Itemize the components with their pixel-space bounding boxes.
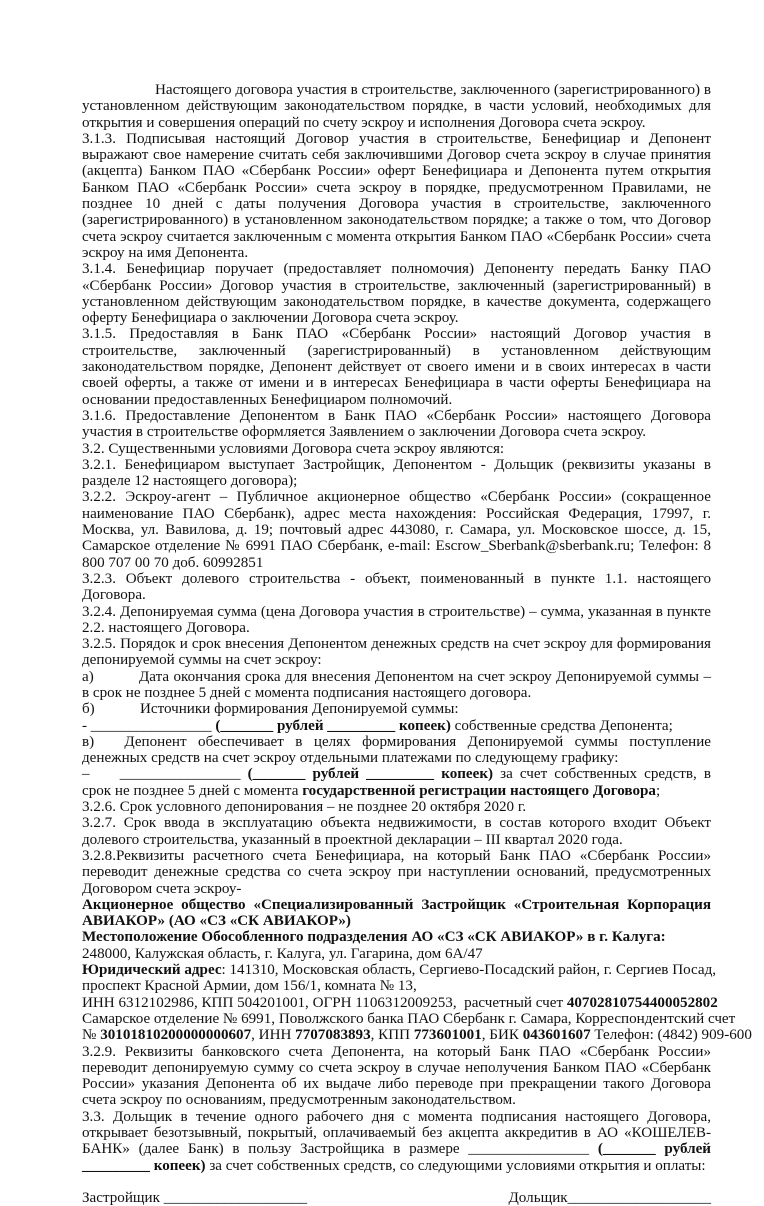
paragraph xyxy=(82,848,711,897)
text: 3.1.5. Предоставляя в Банк ПАО «Сбербанк России» настоящий Договор участия в строительстве, заключенный (зарегистрированный) в установленном действующим законодательством порядке, Депонент действует от своего имени и в своих интересах в части своей оферты, а также от имени и в интересах Бенефициара в части оферты Бенефициара на основании предоставленных Бенефициаром полномочий. xyxy=(82,326,711,408)
spacer xyxy=(82,1174,711,1190)
bold-text: 773601001 xyxy=(413,1027,482,1044)
text: Телефон: (4842) 909-600 xyxy=(590,1027,752,1044)
text: : 141310, Московская область, Сергиево-Посадский район, г. Сергиев Посад, xyxy=(221,962,717,979)
contract-body xyxy=(82,82,752,1174)
paragraph xyxy=(82,701,711,717)
document-page xyxy=(82,82,752,1206)
paragraph xyxy=(82,1010,736,1027)
text: собственные средства Депонента; xyxy=(450,717,673,734)
text: за счет собственных средств, в срок не позднее 5 дней с момента xyxy=(82,766,711,799)
signature-block xyxy=(82,1190,711,1206)
paragraph xyxy=(82,131,711,261)
text: 3.2.6. Срок условного депонирования – не позднее 20 октября 2020 г. xyxy=(82,799,527,816)
text: б) Источники формирования Депонируемой суммы: xyxy=(82,701,459,718)
text: Настоящего договора участия в строительстве, заключенного (зарегистрированного) в установленном действующим законодательством порядке, в части условий, необходимых для открытия и совершения операций по счету эскроу и исполнения Договора счета эскроу. xyxy=(82,82,711,131)
bold-text: (_______ рублей _________ копеек) xyxy=(215,717,451,734)
bold-text: (_______ рублей _________ копеек) xyxy=(247,766,494,783)
text: ; xyxy=(655,782,661,799)
paragraph xyxy=(82,897,711,930)
text: 3.2. Существенными условиями Договора счета эскроу являются: xyxy=(82,440,505,457)
text: , КПП xyxy=(370,1027,414,1044)
paragraph xyxy=(82,946,711,962)
text: № xyxy=(82,1027,101,1044)
text: 3.1.3. Подписывая настоящий Договор участия в строительстве, Бенефициар и Депонент выражают свое намерение считать себя заключившими Договор счета эскроу в случае принятия (акцепта) Банком ПАО «Сбербанк России» оферт Бенефициара и Депонента путем открытия Банком ПАО «Сбербанк России» счета эскроу в порядке, предусмотренном Правилами, не позднее 10 дней с даты получения Договора участия в строительстве, заключенного (зарегистрированного) в установленном законодательством порядке; а также о том, что Договор счета эскроу считается заключенным с момента открытия Банком ПАО «Сбербанк России» счета эскроу на имя Депонента. xyxy=(82,130,711,261)
paragraph xyxy=(82,766,711,799)
paragraph xyxy=(82,1109,711,1174)
text: 3.2.1. Бенефициаром выступает Застройщик, Депонентом - Дольщик (реквизиты указаны в разделе 12 настоящего договора); xyxy=(82,456,711,490)
paragraph xyxy=(82,1027,752,1044)
paragraph xyxy=(82,571,711,604)
bold-text: Акционерное общество «Специализированный Застройщик «Строительная Корпорация АВИАКОР» (АО «СЗ «СК АВИАКОР») xyxy=(82,896,711,930)
text: - ________________ xyxy=(82,717,216,734)
paragraph xyxy=(82,408,711,441)
paragraph xyxy=(82,604,711,637)
text: 3.3. Дольщик в течение одного рабочего дня с момента подписания настоящего Договора, открывает безотзывный, покрытый, оплачиваемый без акцепта аккредитив в АО «КОШЕЛЕВ-БАНК» (далее Банк) в пользу Застройщика в размере ________________ xyxy=(82,1108,711,1158)
text: 3.2.4. Депонируемая сумма (цена Договора участия в строительстве) – сумма, указанная в пункте 2.2. настоящего Договора. xyxy=(82,603,711,636)
text: – ________________ xyxy=(82,766,248,783)
text: за счет собственных средств, со следующими условиями открытия и оплаты: xyxy=(205,1157,706,1174)
text: 3.2.3. Объект долевого строительства - объект, поименованный в пункте 1.1. настоящего Договора. xyxy=(82,570,711,604)
paragraph xyxy=(82,261,711,326)
text: 3.1.6. Предоставление Депонентом в Банк ПАО «Сбербанк России» настоящего Договора участия в строительстве оформляется Заявлением о заключении Договора счета эскроу. xyxy=(82,407,711,441)
bold-text: 7707083893 xyxy=(295,1027,371,1044)
paragraph xyxy=(82,718,711,734)
bold-text: 40702810754400052802 xyxy=(566,994,718,1011)
shareholder-signature-line: Дольщик___________________ xyxy=(508,1190,711,1206)
text: 3.2.8.Реквизиты расчетного счета Бенефициара, на который Банк ПАО «Сбербанк России» переводит денежные средства со счета эскроу при наступлении оснований, предусмотренных Договором счета эскроу- xyxy=(82,847,711,897)
bold-text: (_______ рублей _________ копеек) xyxy=(82,1141,711,1174)
paragraph xyxy=(82,994,718,1011)
text: 248000, Калужская область, г. Калуга, ул. Гагарина, дом 6А/47 xyxy=(82,945,483,962)
paragraph xyxy=(82,734,711,767)
paragraph xyxy=(82,962,717,979)
developer-signature-line: Застройщик ___________________ xyxy=(82,1190,308,1206)
bold-text: 30101810200000000607 xyxy=(100,1027,252,1044)
paragraph xyxy=(82,799,711,815)
text: Самарское отделение № 6991, Поволжского банка ПАО Сбербанк г. Самара, Корреспондентский счет xyxy=(82,1010,736,1027)
paragraph xyxy=(82,815,711,848)
text: 3.1.4. Бенефициар поручает (предоставляет полномочия) Депоненту передать Банку ПАО «Сбербанк России» Договор участия в строительстве, заключенный (зарегистрированный) в установленном действующим законодательством порядке, в качестве документа, содержащего оферту Бенефициара о заключении Договора счета эскроу. xyxy=(82,261,711,327)
bold-text: Местоположение Обособленного подразделения АО «СЗ «СК АВИАКОР» в г. Калуга: xyxy=(82,929,666,946)
text: проспект Красной Армии, дом 156/1, комната № 13, xyxy=(82,978,417,995)
paragraph xyxy=(82,669,711,702)
bold-text: 043601607 xyxy=(522,1027,591,1044)
paragraph xyxy=(82,441,711,457)
bold-text: государственной регистрации настоящего Договора xyxy=(302,782,656,799)
text: в) Депонент обеспечивает в целях формирования Депонируемой суммы поступление денежных средств на счет эскроу отдельными платежами по следующему графику: xyxy=(82,733,711,767)
text: а) Дата окончания срока для внесения Депонентом на счет эскроу Депонируемой суммы – в срок не позднее 5 дней с момента подписания настоящего договора. xyxy=(82,668,711,701)
paragraph xyxy=(82,457,711,490)
paragraph xyxy=(82,978,711,994)
paragraph xyxy=(82,82,711,131)
paragraph xyxy=(82,326,711,407)
paragraph xyxy=(82,489,711,570)
text: 3.2.2. Эскроу-агент – Публичное акционерное общество «Сбербанк России» (сокращенное наименование ПАО Сбербанк), адрес места нахождения: Российская Федерация, 17997, г. Москва, ул. Вавилова, д. 19; почтовый адрес 443080, г. Самара, ул. Московское шоссе, д. 15, Самарское отделение № 6991 ПАО Сбербанк, e-mail: Escrow_Sberbank@sberbank.ru; Телефон: 8 800 707 00 70 доб. 60992851 xyxy=(82,489,711,571)
text: 3.2.5. Порядок и срок внесения Депонентом денежных средств на счет эскроу для формирования депонируемой суммы на счет эскроу: xyxy=(82,636,711,669)
text: 3.2.7. Срок ввода в эксплуатацию объекта недвижимости, в состав которого входит Объект долевого строительства, указанный в проектной декларации – III квартал 2020 года. xyxy=(82,815,711,848)
paragraph xyxy=(82,636,711,669)
text: ИНН 6312102986, КПП 504201001, ОГРН 1106312009253, расчетный счет xyxy=(82,994,567,1011)
bold-text: Юридический адрес xyxy=(82,962,222,979)
paragraph xyxy=(82,929,711,945)
text: , ИНН xyxy=(251,1027,296,1044)
text: 3.2.9. Реквизиты банковского счета Депонента, на который Банк ПАО «Сбербанк России» переводит депонируемую сумму со счета эскроу в случае неполучения Банком ПАО «Сбербанк России» указания Депонента об их выдаче либо переводе при прекращении такого Договора счета эскроу по основаниям, предусмотренным законодательством. xyxy=(82,1043,711,1109)
paragraph xyxy=(82,1044,711,1109)
text: , БИК xyxy=(481,1027,523,1044)
